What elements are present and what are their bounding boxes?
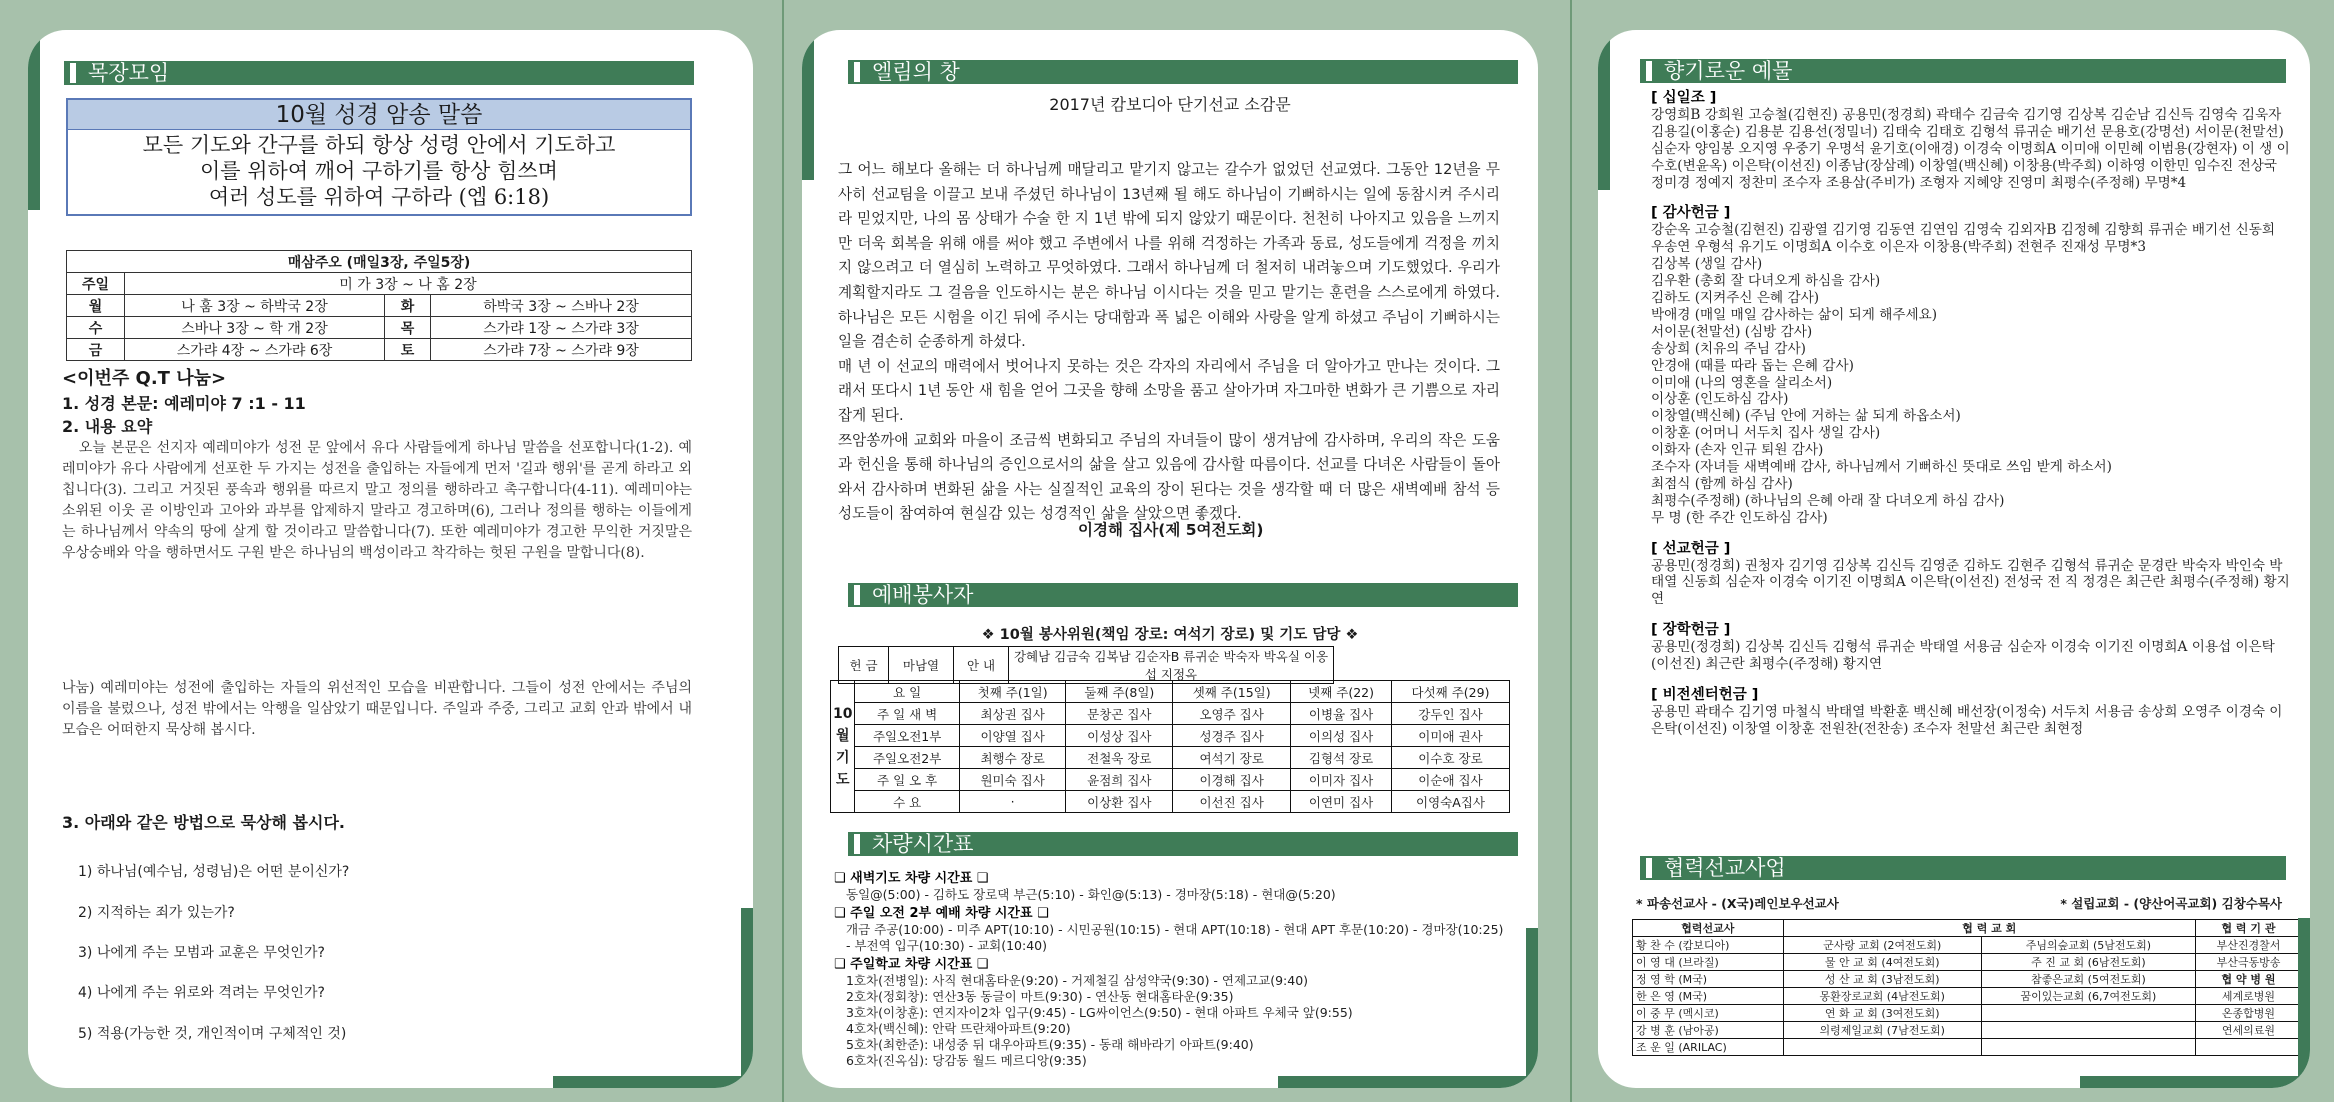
table-row xyxy=(1633,988,2302,1005)
section-title-vehicle-schedule: 차량시간표 xyxy=(848,832,1518,856)
table-cell: 세계로병원 xyxy=(2195,988,2301,1005)
table-cell xyxy=(1783,1039,1981,1056)
schedule-text: 1호차(전병일): 사직 현대홈타운(9:20) - 거제철길 삼성약국(9:30) - 연제고교(9:40) 2호차(정회창): 연산3동 동글이 마트(9:30) - 연산동 현대홈타운(9:35) 3호차(이창훈): 연지자이2차 입구(9:45) - LG싸이언스(9:50) - 현대 아파트 우체국 앞(9:55) 4호차(백신혜): 안락 뜨란채아파트(9:20) 5호차(최한준): 내성중 뒤 대우아파트(9:35) - 동래 해바라기 아파트(9:40) 6호차(진옥심): 당감동 월드 메르디앙(9:35) xyxy=(846,973,1353,1068)
table-cell: 정 영 학 (M국) xyxy=(1633,971,1784,988)
panel-elim-window xyxy=(802,30,1538,1088)
table-cell: 부산진경찰서 xyxy=(2195,937,2301,954)
reading-day: 월 xyxy=(67,295,125,317)
offering-heading: [ 감사헌금 ] xyxy=(1651,205,1731,222)
corner-decoration xyxy=(2080,1076,2310,1088)
reading-range: 스가랴 4장 ~ 스가랴 6장 xyxy=(125,339,385,361)
table-cell: 주 일 오 후 xyxy=(855,769,959,791)
table-header: 요 일 xyxy=(855,681,959,703)
panel-offerings xyxy=(1598,30,2310,1088)
meditation-question: 1) 하나님(예수님, 성령님)은 어떤 분이신가? xyxy=(78,864,350,880)
table-cell: 부산극동방송 xyxy=(2195,954,2301,971)
schedule-title: ❑ 새벽기도 차량 시간표 ❑ xyxy=(834,871,989,886)
table-cell: 이경해 집사 xyxy=(1173,769,1291,791)
table-row xyxy=(831,791,1510,813)
memory-verse-title: 10월 성경 암송 말씀 xyxy=(68,100,690,130)
table-cell: 주일오전1부 xyxy=(855,725,959,747)
table-header: 첫째 주(1일) xyxy=(959,681,1066,703)
table-row xyxy=(1633,954,2302,971)
table-cell: 이 중 무 (멕시코) xyxy=(1633,1005,1784,1022)
table-cell: 이상환 집사 xyxy=(1066,791,1173,813)
table-cell: 이성상 집사 xyxy=(1066,725,1173,747)
offering-heading: [ 십일조 ] xyxy=(1651,90,1717,106)
table-cell xyxy=(1981,1005,2195,1022)
table-row xyxy=(831,703,1510,725)
section-title-offerings: 향기로운 예물 xyxy=(1640,59,2286,83)
article-paragraph: 쯔암쏭까애 교회와 마을이 조금씩 변화되고 주님의 자녀들이 많이 생겨남에 감사하며, 우리의 작은 도움과 헌신을 통해 하나님의 증인으로서의 삶을 살고 있음에 감사할 따름이다. 선교를 다녀온 사람들이 돌아와서 감사하며 변화된 삶을 사는 실질적인 교육의 장이 된다는 것을 생각할 때 더 많은 새벽예배 참석 등 성도들이 참여하여 현실감 있는 성경적인 삶을 살았으면 좋겠다. xyxy=(838,431,1500,523)
table-cell: 여석기 장로 xyxy=(1173,747,1291,769)
table-cell: 연 화 교 회 (3여전도회) xyxy=(1783,1005,1981,1022)
table-cell: 이선진 집사 xyxy=(1173,791,1291,813)
bible-reading-table xyxy=(66,250,692,361)
section-title-elim: 엘림의 창 xyxy=(848,60,1518,84)
table-cell: 이연미 집사 xyxy=(1291,791,1392,813)
schedule-title: ❑ 주일 오전 2부 예배 차량 시간표 ❑ xyxy=(834,906,1049,921)
table-cell: 온종합병원 xyxy=(2195,1005,2301,1022)
table-header: 둘째 주(8일) xyxy=(1066,681,1173,703)
table-cell: 이영숙A집사 xyxy=(1391,791,1509,813)
memory-verse-text xyxy=(68,130,690,214)
article-paragraph: 그 어느 해보다 올해는 더 하나님께 매달리고 맡기지 않고는 갈수가 없었던 선교였다. 그동안 12년을 무사히 선교팀을 이끌고 보내 주셨던 하나님이 13년째 될 해도 하나님이 기뻐하시는 일에 동참시켜 주시리라 믿었지만, 나의 몸 상태가 수술 한 지 1년 밖에 되지 않았기 때문이다. 천천히 나아지고 있음을 느끼지만 더욱 회복을 위해 애를 써야 했고 주변에서 나를 위해 걱정하는 가족과 동료, 성도들에게 걱정을 끼치지 않으려고 더 열심히 노력하고 무엇하였다. 그래서 하나님께 더 철저히 내려놓으며 기도했었다. 우리가 계획할지라도 그 걸음을 인도하시는 분은 하나님 이시다는 것을 믿고 맡기는 훈련을 스스로에게 하였다. 하나님은 모든 시험을 이긴 뒤에 주시는 당대함과 폭 넓은 이해와 사랑을 알게 하셨고 주님이 기뻐하시는 일을 겸손히 순종하게 하셨다. xyxy=(838,161,1500,351)
table-cell: 원미숙 집사 xyxy=(959,769,1066,791)
table-cell: 연세의료원 xyxy=(2195,1022,2301,1039)
offering-names: 공용민(정경희) 김상복 김신득 김형석 류귀순 박태열 서용금 심순자 이경숙 이기진 이명희A 이용섭 이은탁(이선진) 최근란 최평수(주정해) 황지연 xyxy=(1651,639,2275,673)
table-cell: 꿈이있는교회 (6,7여전도회) xyxy=(1981,988,2195,1005)
table-cell: 최상권 집사 xyxy=(959,703,1066,725)
corner-decoration xyxy=(1526,928,1538,1088)
table-header: 협력선교사 xyxy=(1633,920,1784,937)
table-cell: 김형석 장로 xyxy=(1291,747,1392,769)
table-cell: 주 일 새 벽 xyxy=(855,703,959,725)
table-cell xyxy=(1981,1039,2195,1056)
service-value: 강혜남 김금숙 김복남 김순자B 류귀순 박숙자 박옥실 이옹섭 지정옥 xyxy=(1009,647,1334,684)
table-row xyxy=(1633,937,2302,954)
table-cell: 참좋은교회 (5여전도회) xyxy=(1981,971,2195,988)
qt-sharing: 나눔) 예레미야는 성전에 출입하는 자들의 위선적인 모습을 비판합니다. 그들이 성전 안에서는 주님의 이름을 불렀으나, 성전 밖에서는 악행을 일삼았기 때문입니다. 주일과 주중, 그리고 교회 안과 밖에서 내 모습은 어떠한지 묵상해 봅시다. xyxy=(62,680,692,738)
panel-divider-left xyxy=(782,0,784,1102)
prayer-duty-table xyxy=(830,680,1510,813)
table-header: 넷째 주(22) xyxy=(1291,681,1392,703)
table-header: 다섯째 주(29) xyxy=(1391,681,1509,703)
table-header: 협 력 기 관 xyxy=(2195,920,2301,937)
table-cell: 의령제일교회 (7남전도회) xyxy=(1783,1022,1981,1039)
corner-decoration xyxy=(1598,30,1610,190)
qt-summary-heading: 2. 내용 요약 xyxy=(62,417,153,436)
table-cell: · xyxy=(959,791,1066,813)
month-label-char: 도 xyxy=(835,771,850,788)
table-cell: 성 산 교 회 (3남전도회) xyxy=(1783,971,1981,988)
section-title-worship-servants: 예배봉사자 xyxy=(848,583,1518,607)
sent-missionary: * 파송선교사 - (X국)레인보우선교사 xyxy=(1636,896,1839,911)
table-cell: 조 운 일 (ARILAC) xyxy=(1633,1039,1784,1056)
table-cell: 이병율 집사 xyxy=(1291,703,1392,725)
offering-heading: [ 선교헌금 ] xyxy=(1651,540,1731,557)
service-label: 안 내 xyxy=(954,647,1009,684)
meditation-question: 3) 나에게 주는 모범과 교훈은 무엇인가? xyxy=(78,945,325,961)
article-author: 이경해 집사(제 5여전도회) xyxy=(1078,521,1264,539)
schedule-text: 개금 주공(10:00) - 미주 APT(10:10) - 시민공원(10:15) - 현대 APT(10:18) - 현대 APT 후문(10:20) - 경마장(10:25) - 부전역 입구(10:30) - 교회(10:40) xyxy=(846,922,1504,953)
table-cell: 주일오전2부 xyxy=(855,747,959,769)
table-cell: 이수호 장로 xyxy=(1391,747,1509,769)
meditation-question: 4) 나에게 주는 위로와 격려는 무엇인가? xyxy=(78,985,325,1001)
offering-names: 공용민 곽태수 김기영 마철식 박태열 박환훈 백신혜 배선장(이정숙) 서두치 서용금 송상희 오영주 이경숙 이은탁(이선진) 이창열 이창훈 전원찬(전찬송) 조수자 천말선 최근란 최현정 xyxy=(1651,703,2283,737)
reading-title: 매삼주오 (매일3장, 주일5장) xyxy=(67,251,692,273)
table-row xyxy=(831,725,1510,747)
memory-verse-line: 이를 위하여 깨어 구하기를 항상 힘쓰며 xyxy=(200,159,558,183)
reading-day: 수 xyxy=(67,317,125,339)
cooperative-mission-table xyxy=(1632,919,2302,1056)
table-cell: 최행수 장로 xyxy=(959,747,1066,769)
memory-verse-line: 여러 성도를 위하여 구하라 (엡 6:18) xyxy=(208,185,550,209)
panel-divider-right xyxy=(1570,0,1572,1102)
meditation-question: 2) 지적하는 죄가 있는가? xyxy=(78,905,235,921)
table-cell: 이순애 집사 xyxy=(1391,769,1509,791)
qt-heading: <이번주 Q.T 나눔> xyxy=(62,368,227,389)
reading-day: 화 xyxy=(385,295,431,317)
article-body xyxy=(838,158,1500,527)
schedule-title: ❑ 주일학교 차량 시간표 ❑ xyxy=(834,957,989,972)
table-cell: 윤점희 집사 xyxy=(1066,769,1173,791)
table-row xyxy=(1633,1005,2302,1022)
month-label xyxy=(831,681,855,813)
offering-names: 강순옥 고승철(김현진) 김광열 김기영 김동연 김연임 김영숙 김외자B 김정혜 김향희 류귀순 배기선 신동희 우송연 우형석 유기도 이명희A 이수호 이은자 이창용(박주희) 전현주 진재성 무명*3 김상복 (생일 감사) 김우환 (총회 잘 다녀오게 하심을 감사) 김하도 (지켜주신 은혜 감사) 박애경 (매일 매일 감사하는 삶이 되게 해주세요) 서이문(천말선) (심방 감사) 송상희 (치유의 주님 감사) 안경애 (때를 따라 돕는 은혜 감사) 이미애 (나의 영혼을 살리소서) 이상훈 (인도하심 감사) 이창열(백신혜) (주님 안에 거하는 삶 되게 하옵소서) 이창훈 (어머니 서두치 집사 생일 감사) 이화자 (손자 인규 퇴원 감사) 조수자 (자녀들 새벽예배 감사, 하나님께서 기뻐하신 뜻대로 쓰임 받게 하소서) 최점식 (함께 하심 감사) 최평수(주정해) (하나님의 은혜 아래 잘 다녀오게 하심 감사) 무 명 (한 주간 인도하심 감사) xyxy=(1651,222,2275,526)
table-cell: 주 진 교 회 (6남전도회) xyxy=(1981,954,2195,971)
qt-meditation-heading: 3. 아래와 같은 방법으로 묵상해 봅시다. xyxy=(62,813,345,832)
table-row xyxy=(1633,971,2302,988)
table-cell: 성경주 집사 xyxy=(1173,725,1291,747)
service-label: 헌 금 xyxy=(839,647,889,684)
table-row xyxy=(831,747,1510,769)
reading-range: 스바나 3장 ~ 학 개 2장 xyxy=(125,317,385,339)
corner-decoration xyxy=(1278,1076,1538,1088)
qt-summary: 오늘 본문은 선지자 예레미야가 성전 문 앞에서 유다 사람들에게 하나님 말씀을 선포합니다(1-2). 예레미야가 유다 사람에게 선포한 두 가지는 성전을 출입하는 자들에게 먼저 '길과 행위'를 곧게 하라고 외칩니다(3). 그리고 거짓된 풍속과 행위를 따르지 말고 정의를 행하라고 촉구합니다(4-11). 예레미야는 소위된 이웃 곧 이방인과 고아와 과부를 압제하지 말라고 경고하며(6), 그러나 정의를 행하는 이들에게는 하나님께서 약속의 땅에 살게 할 것이라고 말씀합니다(7). 또한 예레미야가 경고한 무익한 거짓말은 우상숭배와 악을 행하면서도 구원 받은 하나님의 백성이라고 착각하는 헛된 구원을 말합니다(8). xyxy=(62,440,692,561)
table-header: 협 력 교 회 xyxy=(1783,920,2195,937)
offering-names: 강영희B 강희원 고승철(김현진) 공용민(정경희) 곽태수 김금숙 김기영 김상복 김순남 김신득 김영숙 김욱자 김용길(이홍순) 김용분 김용선(정밀너) 김태숙 김태호 김형석 류귀순 배기선 문용호(강명선) 서이문(천말선) 심순자 양임봉 오지영 우중기 우명석 윤기호(이애경) 이경숙 이명희A 이미애 이민혜 이범용(강현자) 이 생 이수호(변윤옥) 이은탁(이선진) 이종남(장삼례) 이창열(백신혜) 이창용(박주희) 이하영 이한민 임수진 전상국 정미경 정예지 정찬미 조수자 조용삼(주비가) 조형자 지혜양 진영미 최평수(주정해) 무명*4 xyxy=(1651,106,2290,191)
corner-decoration xyxy=(2298,918,2310,1088)
reading-range: 하박국 3장 ~ 스바나 2장 xyxy=(431,295,692,317)
vehicle-schedule xyxy=(834,870,1504,1069)
table-cell: 문창곤 집사 xyxy=(1066,703,1173,725)
article-title: 2017년 캄보디아 단기선교 소감문 xyxy=(1049,95,1291,114)
table-cell xyxy=(2195,1039,2301,1056)
table-cell: 수 요 xyxy=(855,791,959,813)
offering-heading: [ 비전센터헌금 ] xyxy=(1651,687,1759,703)
corner-decoration xyxy=(28,30,40,210)
reading-range: 스가랴 1장 ~ 스가랴 3장 xyxy=(431,317,692,339)
month-label-char: 월 xyxy=(835,727,850,744)
table-cell: 황 찬 수 (캄보디아) xyxy=(1633,937,1784,954)
schedule-text: 동일@(5:00) - 김하도 장로댁 부근(5:10) - 화인@(5:13) - 경마장(5:18) - 현대@(5:20) xyxy=(846,887,1336,902)
founded-church: * 설립교회 - (양산어곡교회) 김창수목사 xyxy=(2060,896,2282,911)
memory-verse-line: 모든 기도와 간구를 하되 항상 성령 안에서 기도하고 xyxy=(142,133,616,157)
article-paragraph: 매 년 이 선교의 매력에서 벗어나지 못하는 것은 각자의 자리에서 주님을 더 알아가고 만나는 것이다. 그래서 또다시 1년 동안 새 힘을 얻어 그곳을 향해 소망을 품고 살아가며 자그마한 변화가 큰 기쁨으로 자리 잡게 된다. xyxy=(838,357,1500,424)
service-value: 마남열 xyxy=(889,647,954,684)
corner-decoration xyxy=(741,908,753,1088)
panel-small-group xyxy=(28,30,753,1088)
table-cell: 오영주 집사 xyxy=(1173,703,1291,725)
table-cell: 한 은 영 (M국) xyxy=(1633,988,1784,1005)
corner-decoration xyxy=(553,1076,753,1088)
reading-range: 스가랴 7장 ~ 스가랴 9장 xyxy=(431,339,692,361)
reading-day: 토 xyxy=(385,339,431,361)
table-cell: 주님의숲교회 (5남전도회) xyxy=(1981,937,2195,954)
table-cell: 이미자 집사 xyxy=(1291,769,1392,791)
table-cell: 이의성 집사 xyxy=(1291,725,1392,747)
meditation-question: 5) 적용(가능한 것, 개인적이며 구체적인 것) xyxy=(78,1026,347,1042)
table-cell: 전철욱 장로 xyxy=(1066,747,1173,769)
table-cell: 이미애 권사 xyxy=(1391,725,1509,747)
offering-list xyxy=(1651,90,2291,738)
table-row xyxy=(831,769,1510,791)
table-cell: 이양열 집사 xyxy=(959,725,1066,747)
month-label-char: 10 xyxy=(833,705,853,722)
table-cell: 강두인 집사 xyxy=(1391,703,1509,725)
section-title-small-group: 목장모임 xyxy=(64,61,694,85)
table-row xyxy=(1633,1039,2302,1056)
reading-day: 금 xyxy=(67,339,125,361)
table-row xyxy=(1633,1022,2302,1039)
reading-range: 나 훔 3장 ~ 하박국 2장 xyxy=(125,295,385,317)
table-cell: 몽환장로교회 (4남전도회) xyxy=(1783,988,1981,1005)
offering-names: 공용민(정경희) 권청자 김기영 김상복 김신득 김영준 김하도 김현주 김형석 류귀순 문경란 박숙자 박인숙 박태열 신동희 심순자 이경숙 이기진 이명희A 이은탁(이선진) 전성국 전 직 정경은 최근란 최평수(주정해) 황지연 xyxy=(1651,557,2290,608)
table-header: 셋째 주(15일) xyxy=(1173,681,1291,703)
table-cell: 군사랑 교회 (2여전도회) xyxy=(1783,937,1981,954)
offering-heading: [ 장학헌금 ] xyxy=(1651,622,1731,639)
reading-day: 목 xyxy=(385,317,431,339)
table-cell: 협 약 병 원 xyxy=(2195,971,2301,988)
offering-usher-table xyxy=(838,646,1334,684)
memory-verse-box xyxy=(66,98,692,216)
table-cell: 이 영 대 (브라질) xyxy=(1633,954,1784,971)
reading-range: 미 가 3장 ~ 나 홈 2장 xyxy=(125,273,692,295)
reading-day: 주일 xyxy=(67,273,125,295)
section-title-cooperative-mission: 협력선교사업 xyxy=(1640,856,2286,880)
table-cell xyxy=(1981,1022,2195,1039)
month-label-char: 기 xyxy=(835,749,850,766)
service-title: ❖ 10월 봉사위원(책임 장로: 여석기 장로) 및 기도 담당 ❖ xyxy=(981,627,1359,643)
qt-bible-text: 1. 성경 본문: 예레미야 7 :1 - 11 xyxy=(62,394,306,413)
table-cell: 물 안 교 회 (4여전도회) xyxy=(1783,954,1981,971)
table-cell: 강 병 훈 (남아공) xyxy=(1633,1022,1784,1039)
